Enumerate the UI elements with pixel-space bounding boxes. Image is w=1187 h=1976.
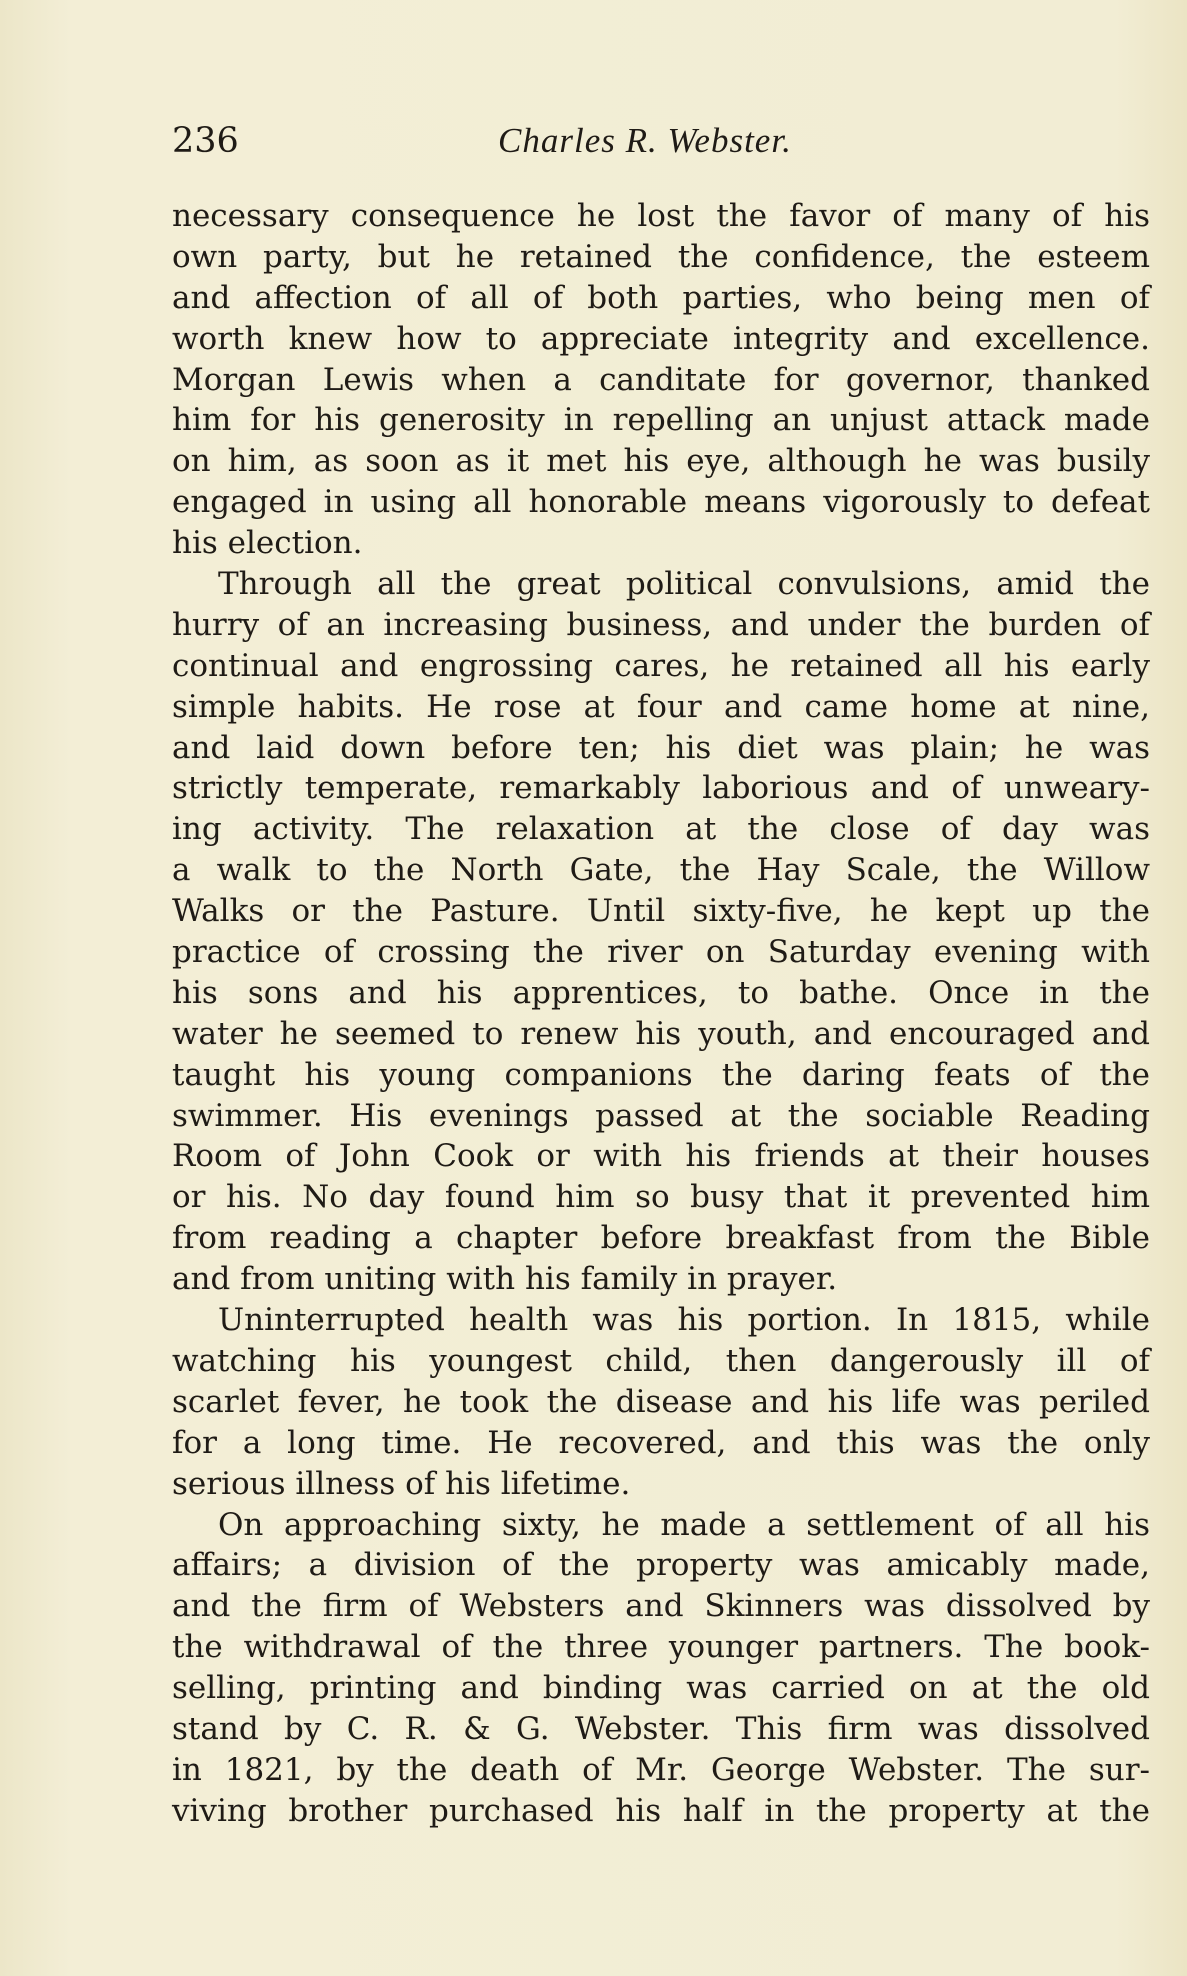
text-line: engaged in using all honorable means vigorously to defeat: [172, 484, 1150, 521]
text-line: his election.: [172, 525, 363, 562]
text-line: simple habits. He rose at four and came home at nine,: [172, 688, 1150, 725]
text-line: worth knew how to appreciate integrity and excellence.: [172, 320, 1150, 357]
text-line: stand by C. R. & G. Webster. This firm was dissolved: [172, 1710, 1150, 1747]
text-line: own party, but he retained the confidence, the esteem: [172, 238, 1150, 275]
text-line: taught his young companions the daring feats of the: [172, 1056, 1150, 1093]
text-line: in 1821, by the death of Mr. George Webster. The sur-: [172, 1751, 1150, 1788]
text-line: selling, printing and binding was carried on at the old: [172, 1670, 1150, 1707]
text-line: viving brother purchased his half in the property at the: [172, 1792, 1150, 1829]
text-line: him for his generosity in repelling an unjust attack made: [172, 402, 1150, 439]
text-line: and from uniting with his family in prayer.: [172, 1261, 838, 1298]
text-line: Walks or the Pasture. Until sixty-five, he kept up the: [172, 893, 1150, 930]
text-line: and laid down before ten; his diet was plain; he was: [172, 729, 1150, 766]
body-text: [172, 196, 1150, 1832]
text-line: practice of crossing the river on Saturday evening with: [172, 934, 1150, 971]
text-line: a walk to the North Gate, the Hay Scale, the Willow: [172, 852, 1150, 889]
text-line: Through all the great political convulsions, amid the: [218, 566, 1150, 603]
text-line: water he seemed to renew his youth, and encouraged and: [172, 1015, 1150, 1052]
page-header: [172, 116, 1157, 166]
text-line: Uninterrupted health was his portion. In 1815, while: [218, 1302, 1150, 1339]
text-line: serious illness of his lifetime.: [172, 1465, 631, 1502]
text-line: from reading a chapter before breakfast from the Bible: [172, 1220, 1150, 1257]
text-line: Morgan Lewis when a canditate for governor, thanked: [172, 361, 1150, 398]
text-line: and the firm of Websters and Skinners was dissolved by: [172, 1588, 1150, 1625]
text-line: or his. No day found him so busy that it prevented him: [172, 1179, 1150, 1216]
text-line: strictly temperate, remarkably laborious and of unweary-: [172, 770, 1150, 807]
text-line: affairs; a division of the property was amicably made,: [172, 1547, 1150, 1584]
text-line: On approaching sixty, he made a settlement of all his: [218, 1506, 1150, 1543]
text-line: scarlet fever, he took the disease and his life was periled: [172, 1383, 1150, 1420]
text-line: Room of John Cook or with his friends at their houses: [172, 1138, 1150, 1175]
text-line: his sons and his apprentices, to bathe. Once in the: [172, 974, 1150, 1011]
page-number: 236: [172, 121, 239, 161]
text-line: swimmer. His evenings passed at the sociable Reading: [172, 1097, 1150, 1134]
text-line: hurry of an increasing business, and under the burden of: [172, 606, 1150, 643]
text-line: necessary consequence he lost the favor of many of his: [172, 198, 1150, 234]
text-line: on him, as soon as it met his eye, although he was busily: [172, 443, 1150, 480]
text-line: the withdrawal of the three younger partners. The book-: [172, 1629, 1150, 1666]
text-line: continual and engrossing cares, he retained all his early: [172, 647, 1150, 684]
text-line: and affection of all of both parties, who being men of: [172, 279, 1150, 316]
text-line: watching his youngest child, then dangerously ill of: [172, 1342, 1150, 1379]
running-head: Charles R. Webster.: [498, 121, 792, 160]
text-line: ing activity. The relaxation at the close of day was: [172, 811, 1150, 848]
text-line: for a long time. He recovered, and this was the only: [172, 1424, 1150, 1461]
